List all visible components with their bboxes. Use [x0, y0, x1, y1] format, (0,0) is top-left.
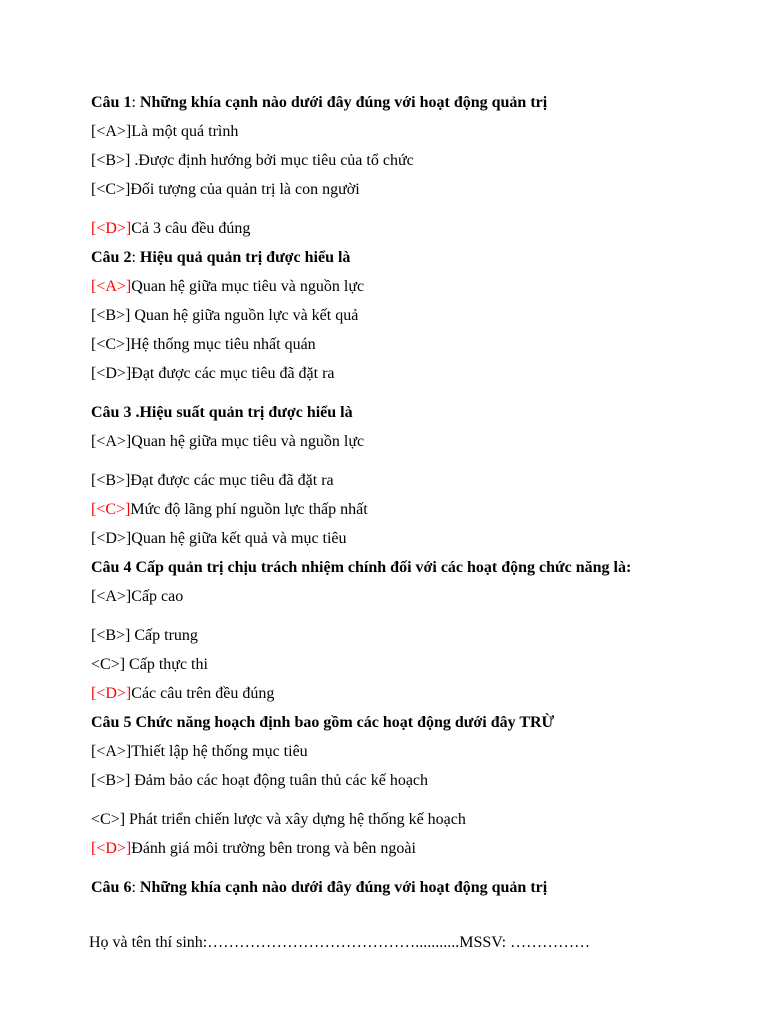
option-marker: [<B>] [91, 152, 131, 169]
question-2-option-c [91, 335, 316, 355]
option-marker: [<B>] [91, 472, 131, 489]
question-3-option-a [91, 432, 364, 452]
option-marker: <C>] [91, 656, 126, 673]
question-text: Hiệu suất quản trị được hiểu là [139, 404, 353, 421]
question-3-option-d [91, 529, 347, 549]
question-3-heading [91, 403, 353, 423]
correct-option-marker: [<D>] [91, 840, 132, 857]
option-text: Đảm bảo các hoạt động tuân thủ các kế hoạch [130, 772, 429, 789]
question-2-option-d [91, 364, 335, 384]
option-marker: [<C>] [91, 336, 131, 353]
question-separator: : [131, 249, 140, 266]
question-3-option-c [91, 500, 368, 520]
question-1-heading [91, 93, 547, 113]
correct-option-marker: [<D>] [91, 220, 132, 237]
correct-option-marker: [<A>] [91, 278, 132, 295]
question-4-option-a [91, 587, 183, 607]
question-label: Câu 2 [91, 249, 132, 266]
question-2-option-a [91, 277, 364, 297]
option-text: Quan hệ giữa kết quả và mục tiêu [131, 530, 347, 547]
question-5-heading [91, 713, 554, 733]
option-marker: [<B>] [91, 772, 131, 789]
question-label: Câu 3 [91, 404, 132, 421]
question-label: Câu 5 [91, 714, 132, 731]
option-text: Hệ thống mục tiêu nhất quán [130, 336, 316, 353]
option-marker: [<B>] [91, 627, 131, 644]
option-text: Quan hệ giữa mục tiêu và nguồn lực [131, 433, 365, 450]
question-text: Những khía cạnh nào dưới đây đúng với hoạt động quản trị [139, 94, 548, 111]
student-name-label: Họ và tên thí sinh: [89, 934, 208, 951]
question-1-option-b [91, 151, 414, 171]
question-separator: . [131, 404, 140, 421]
option-text: Thiết lập hệ thống mục tiêu [131, 743, 308, 760]
option-text: Đánh giá môi trường bên trong và bên ngoài [131, 840, 416, 857]
option-text: Cả 3 câu đều đúng [131, 220, 251, 237]
question-5-option-b [91, 771, 428, 791]
option-text: Phát triển chiến lược và xây dựng hệ thống kế hoạch [125, 811, 466, 828]
question-1-option-a [91, 122, 238, 142]
option-text: Cấp cao [131, 588, 184, 605]
question-1-option-c [91, 180, 360, 200]
question-4-option-c [91, 655, 208, 675]
correct-option-marker: [<D>] [91, 685, 132, 702]
question-text: Hiệu quả quản trị được hiểu là [139, 249, 351, 266]
question-text: Chức năng hoạch định bao gồm các hoạt động dưới đây TRỪ [135, 714, 555, 731]
option-text: Cấp thực thi [125, 656, 208, 673]
question-2-option-b [91, 306, 358, 326]
option-marker: [<C>] [91, 181, 131, 198]
question-4-heading [91, 558, 631, 578]
option-text: Mức độ lãng phí nguồn lực thấp nhất [130, 501, 368, 518]
question-1-option-d [91, 219, 250, 239]
question-6-heading [91, 878, 547, 898]
option-text: Là một quá trình [131, 123, 239, 140]
option-marker: [<A>] [91, 588, 132, 605]
option-text: Quan hệ giữa mục tiêu và nguồn lực [131, 278, 365, 295]
question-label: Câu 4 [91, 559, 132, 576]
student-id-blank: …………… [510, 934, 591, 951]
question-2-heading [91, 248, 350, 268]
question-separator: : [131, 879, 140, 896]
question-5-option-d [91, 839, 416, 859]
question-3-option-b [91, 471, 334, 491]
option-text: Quan hệ giữa nguồn lực và kết quả [130, 307, 359, 324]
question-5-option-c [91, 810, 466, 830]
correct-option-marker: [<C>] [91, 501, 131, 518]
question-text: Cấp quản trị chịu trách nhiệm chính đối với các hoạt động chức năng là: [135, 559, 632, 576]
option-marker: [<A>] [91, 123, 132, 140]
question-4-option-d [91, 684, 274, 704]
option-text: Đạt được các mục tiêu đã đặt ra [131, 365, 335, 382]
option-text: Đối tượng của quản trị là con người [130, 181, 360, 198]
option-text: Các câu trên đều đúng [131, 685, 275, 702]
option-text: Cấp trung [130, 627, 198, 644]
student-info-line [89, 933, 590, 953]
question-4-option-b [91, 626, 198, 646]
option-marker: [<B>] [91, 307, 131, 324]
option-text: .Được định hướng bởi mục tiêu của tổ chức [130, 152, 414, 169]
question-label: Câu 6 [91, 879, 132, 896]
option-marker: <C>] [91, 811, 126, 828]
student-name-blank: …………………………………........... [207, 934, 460, 951]
option-marker: [<D>] [91, 365, 132, 382]
option-marker: [<A>] [91, 433, 132, 450]
question-separator: : [131, 94, 140, 111]
option-marker: [<D>] [91, 530, 132, 547]
option-text: Đạt được các mục tiêu đã đặt ra [130, 472, 334, 489]
question-text: Những khía cạnh nào dưới đây đúng với hoạt động quản trị [139, 879, 548, 896]
option-marker: [<A>] [91, 743, 132, 760]
question-label: Câu 1 [91, 94, 132, 111]
student-id-label: MSSV: [459, 934, 511, 951]
question-5-option-a [91, 742, 308, 762]
